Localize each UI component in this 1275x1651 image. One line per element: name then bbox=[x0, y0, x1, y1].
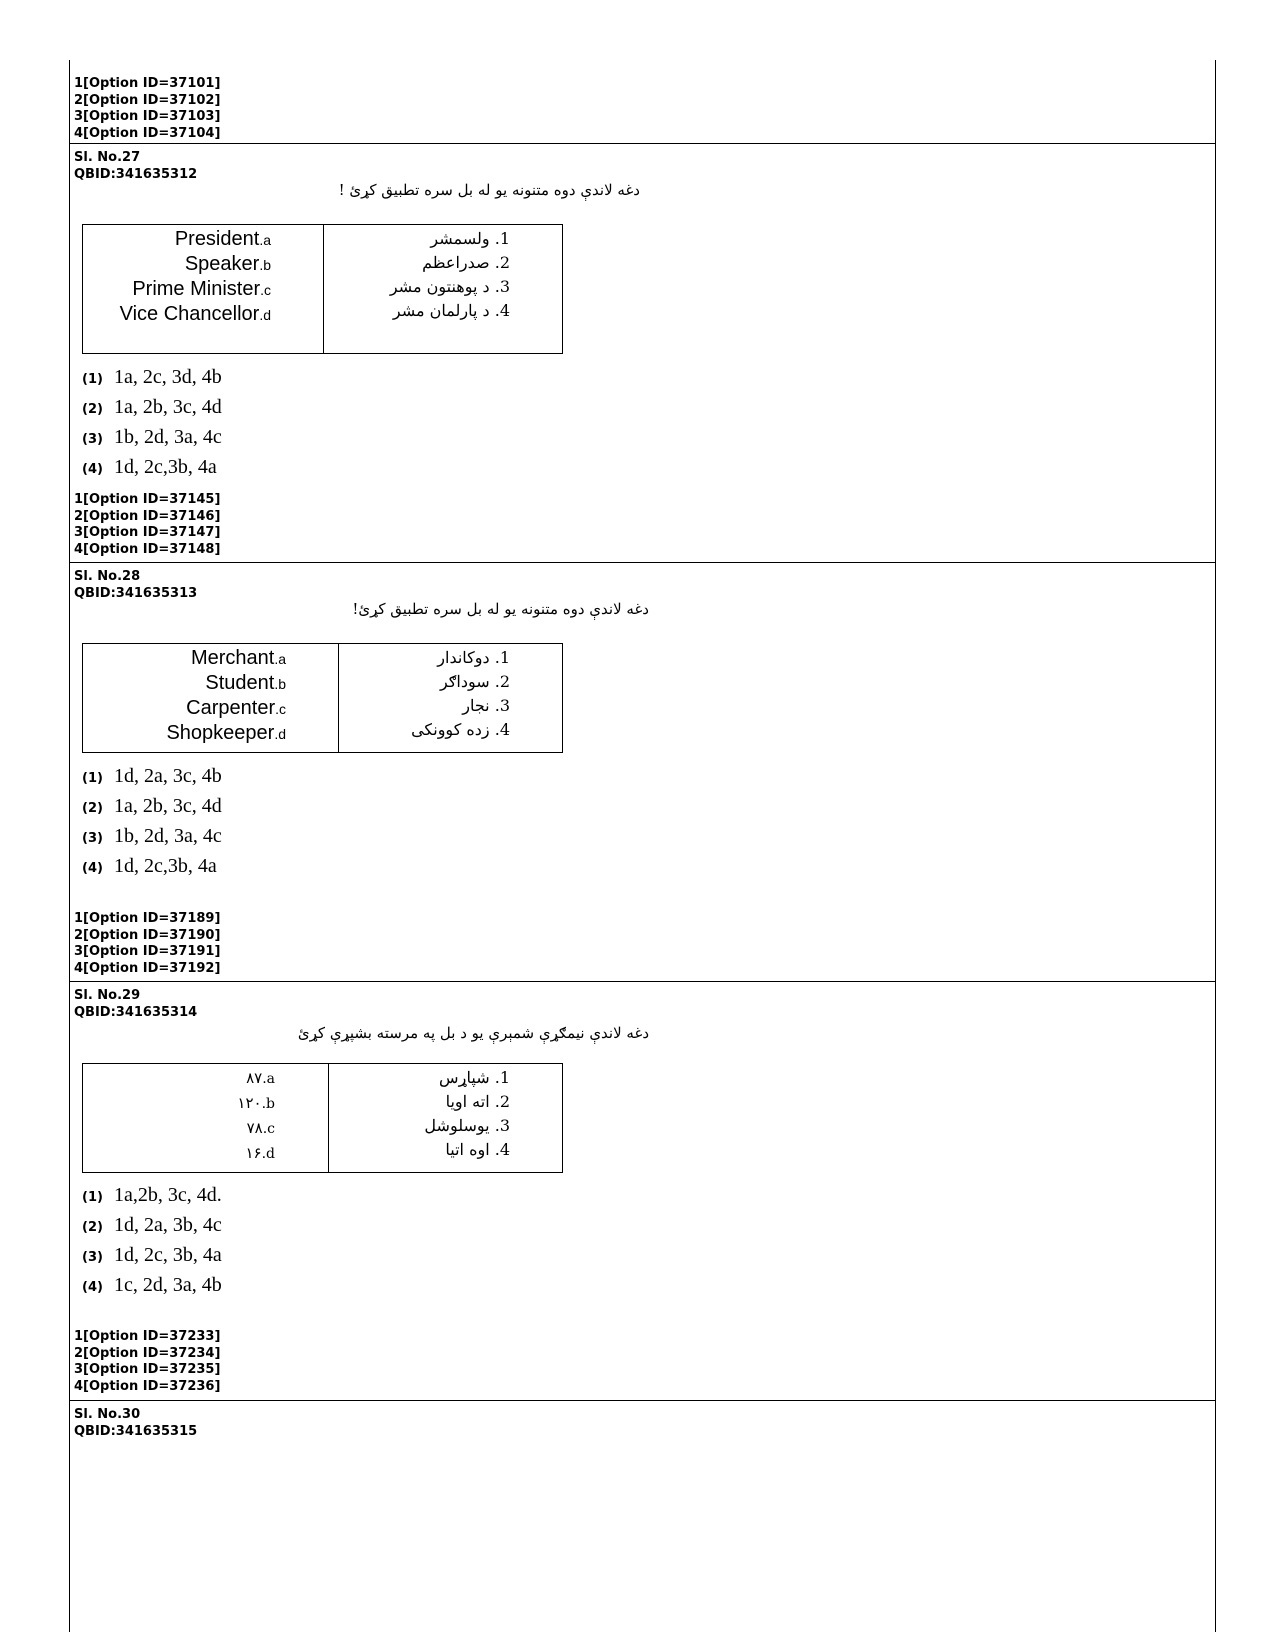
serial-number: Sl. No.27 bbox=[74, 150, 141, 165]
answer-option[interactable]: (3) 1b, 2d, 3a, 4c bbox=[82, 825, 222, 847]
qbid: QBID:341635313 bbox=[74, 585, 198, 601]
right-item: 4. اوه اتیا bbox=[445, 1140, 510, 1159]
right-item: 1. شپاړس bbox=[439, 1068, 510, 1087]
option-id: 3[Option ID=37191] bbox=[74, 944, 221, 960]
right-column bbox=[329, 1064, 563, 1173]
question-block-29 bbox=[70, 982, 1215, 1399]
answer-options bbox=[82, 761, 222, 881]
answer-option[interactable]: (4) 1c, 2d, 3a, 4b bbox=[82, 1274, 222, 1296]
option-id: 1[Option ID=37233] bbox=[74, 1329, 221, 1344]
option-id-list bbox=[74, 492, 220, 558]
option-id: 1[Option ID=37101] bbox=[74, 76, 221, 91]
left-item: Student.b bbox=[205, 672, 286, 694]
right-item: 1. ولسمشر bbox=[430, 229, 510, 248]
option-id: 3[Option ID=37103] bbox=[74, 109, 221, 125]
right-item: 4. زده کوونکی bbox=[411, 720, 510, 739]
question-block-28 bbox=[70, 563, 1215, 980]
question-text: دغه لاندې دوه متنونه یو له بل سره تطبیق کړئ ! bbox=[338, 181, 640, 199]
left-item: President.a bbox=[174, 228, 271, 250]
option-id-list bbox=[74, 76, 220, 142]
answer-option[interactable]: (1) 1d, 2a, 3c, 4b bbox=[82, 765, 222, 787]
match-table bbox=[82, 1063, 563, 1173]
answer-option[interactable]: (3) 1b, 2d, 3a, 4c bbox=[82, 426, 222, 448]
option-id: 1[Option ID=37145] bbox=[74, 492, 221, 507]
qbid: QBID:341635315 bbox=[74, 1423, 198, 1439]
right-column bbox=[339, 644, 563, 753]
match-table bbox=[82, 224, 563, 354]
question-text: دغه لاندې دوه متنونه یو له بل سره تطبیق کړئ! bbox=[352, 600, 649, 618]
left-item: Shopkeeper.d bbox=[166, 722, 286, 744]
right-item: 3. د پوهنتون مشر bbox=[389, 277, 510, 296]
left-item: ۱۲۰.b bbox=[237, 1094, 275, 1112]
question-header bbox=[74, 988, 197, 1021]
right-column bbox=[324, 225, 563, 354]
left-item: Merchant.a bbox=[190, 647, 286, 669]
left-item: ۸۷.a bbox=[246, 1069, 275, 1087]
answer-option[interactable]: (2) 1d, 2a, 3b, 4c bbox=[82, 1214, 222, 1236]
left-item: Speaker.b bbox=[184, 253, 271, 275]
match-table bbox=[82, 643, 563, 753]
answer-option[interactable]: (3) 1d, 2c, 3b, 4a bbox=[82, 1244, 222, 1266]
left-column bbox=[83, 1064, 329, 1173]
question-header bbox=[74, 150, 197, 183]
answer-options bbox=[82, 362, 222, 482]
option-id: 2[Option ID=37146] bbox=[74, 508, 221, 524]
right-item: 3. یوسلوشل bbox=[424, 1116, 510, 1135]
question-header bbox=[74, 1407, 197, 1440]
option-id: 4[Option ID=37104] bbox=[74, 125, 221, 141]
question-block-27 bbox=[70, 144, 1215, 561]
answer-option[interactable]: (4) 1d, 2c,3b, 4a bbox=[82, 855, 217, 877]
answer-options bbox=[82, 1180, 222, 1300]
left-column bbox=[83, 225, 324, 354]
left-item: Carpenter.c bbox=[186, 697, 286, 719]
left-item: ۷۸.c bbox=[246, 1119, 275, 1137]
answer-option[interactable]: (1) 1a,2b, 3c, 4d. bbox=[82, 1184, 222, 1206]
serial-number: Sl. No.29 bbox=[74, 988, 141, 1003]
qbid: QBID:341635314 bbox=[74, 1004, 198, 1020]
left-item: ۱۶.d bbox=[245, 1144, 275, 1162]
answer-option[interactable]: (4) 1d, 2c,3b, 4a bbox=[82, 456, 217, 478]
right-item: 2. اته اویا bbox=[445, 1092, 510, 1111]
option-id: 4[Option ID=37192] bbox=[74, 960, 221, 976]
right-item: 2. صدراعظم bbox=[422, 253, 510, 272]
question-block-30 bbox=[70, 1401, 1215, 1601]
option-id: 4[Option ID=37148] bbox=[74, 541, 221, 557]
option-id: 1[Option ID=37189] bbox=[74, 911, 221, 926]
answer-option[interactable]: (2) 1a, 2b, 3c, 4d bbox=[82, 795, 222, 817]
option-id: 2[Option ID=37234] bbox=[74, 1345, 221, 1361]
option-id-list bbox=[74, 1329, 220, 1395]
option-id: 3[Option ID=37235] bbox=[74, 1362, 221, 1378]
right-item: 3. نجار bbox=[462, 696, 510, 715]
question-header bbox=[74, 569, 197, 602]
serial-number: Sl. No.28 bbox=[74, 569, 141, 584]
right-item: 1. دوکاندار bbox=[437, 648, 510, 667]
option-id: 3[Option ID=37147] bbox=[74, 525, 221, 541]
left-column bbox=[83, 644, 339, 753]
option-id: 2[Option ID=37190] bbox=[74, 927, 221, 943]
question-text: دغه لاندې نیمګړې شمېرې یو د بل په مرسته بشپړې کړئ bbox=[297, 1024, 649, 1042]
option-id: 4[Option ID=37236] bbox=[74, 1378, 221, 1394]
answer-option[interactable]: (1) 1a, 2c, 3d, 4b bbox=[82, 366, 222, 388]
page-frame bbox=[69, 60, 1216, 1632]
option-id-list bbox=[74, 911, 220, 977]
right-item: 4. د پارلمان مشر bbox=[392, 301, 510, 320]
serial-number: Sl. No.30 bbox=[74, 1407, 141, 1422]
right-item: 2. سوداګر bbox=[439, 672, 510, 691]
option-id: 2[Option ID=37102] bbox=[74, 92, 221, 108]
answer-option[interactable]: (2) 1a, 2b, 3c, 4d bbox=[82, 396, 222, 418]
left-item: Vice Chancellor.d bbox=[119, 303, 271, 325]
qbid: QBID:341635312 bbox=[74, 166, 198, 182]
left-item: Prime Minister.c bbox=[132, 278, 271, 300]
